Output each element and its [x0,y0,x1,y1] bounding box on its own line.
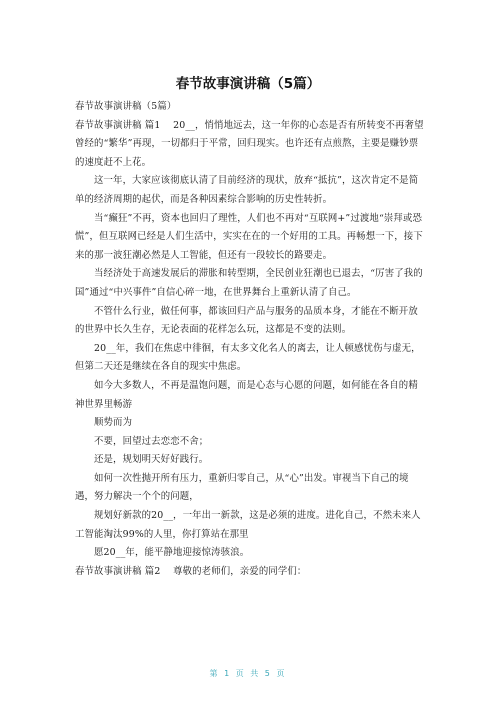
paragraph: 还是，规划明天好好践行。 [94,454,209,466]
document-title: 春节故事演讲稿（5篇） [175,76,321,92]
paragraph: 20__年，我们在焦虑中徘徊，有太多文化名人的离去，让人顿感忧伤与虚无，但第二天还是继续在各自的现实中焦虑。 [75,342,421,373]
paragraph: 这一年，大家应该彻底认清了目前经济的现状，放弃“抵抗”，这次肯定不是简单的经济周期的起伏，而是各种因素综合影响的历史性转折。 [75,175,419,205]
paragraph: 如何一次性抛开所有压力，重新归零自己，从“心”出发。审视当下自己的境遇，努力解决一个个的问题， [75,472,409,503]
page-footer: 第 1 页 共 5 页 [209,669,287,678]
paragraph: 春节故事演讲稿 篇2 尊敬的老师们，亲爱的同学们： [75,565,307,577]
document-body [75,98,425,581]
paragraph: 愿20__年，能平静地迎接惊涛骇浪。 [94,547,250,559]
paragraph: 如今大多数人，不再是温饱问题，而是心态与心愿的问题，如何能在各自的精神世界里畅游 [75,379,418,410]
paragraph: 不管什么行业，做任何事，都该回归产品与服务的品质本身，才能在不断开放的世界中长久生存，无论表面的花样怎么玩，这都是不变的法则。 [75,305,418,336]
paragraph: 顺势而为 [94,417,133,429]
paragraph: 不要，回望过去恋恋不舍； [94,435,209,447]
paragraph: 春节故事演讲稿 篇1 20__，悄悄地远去，这一年你的心态是否有所转变不再奢望曾经的“繁华”再现，一切都归于平常，回归现实。也许还有点煎熬，主要是赚钞票的速度赶不上花。 [75,119,424,168]
paragraph: 当经济处于高速发展后的滞胀和转型期，全民创业狂潮也已退去，“厉害了我的国”通过“中兴事件”自信心碎一地，在世界舞台上重新认清了自己。 [75,268,423,298]
paragraph: 春节故事演讲稿（5篇） [75,101,177,112]
paragraph: 当“癫狂”不再，资本也回归了理性，人们也不再对“互联网+”过渡地“崇拜或恐慌”，但互联网已经是人们生活中，实实在在的一个好用的工具。再畅想一下，接下来的那一波狂潮必然是人工智能，但还有一段较长的路要走。 [75,212,423,261]
paragraph: 规划好新款的20__，一年出一新款，这是必须的进度。进化自己，不然未来人工智能淘汰99%的人里，你打算站在那里 [75,510,421,540]
